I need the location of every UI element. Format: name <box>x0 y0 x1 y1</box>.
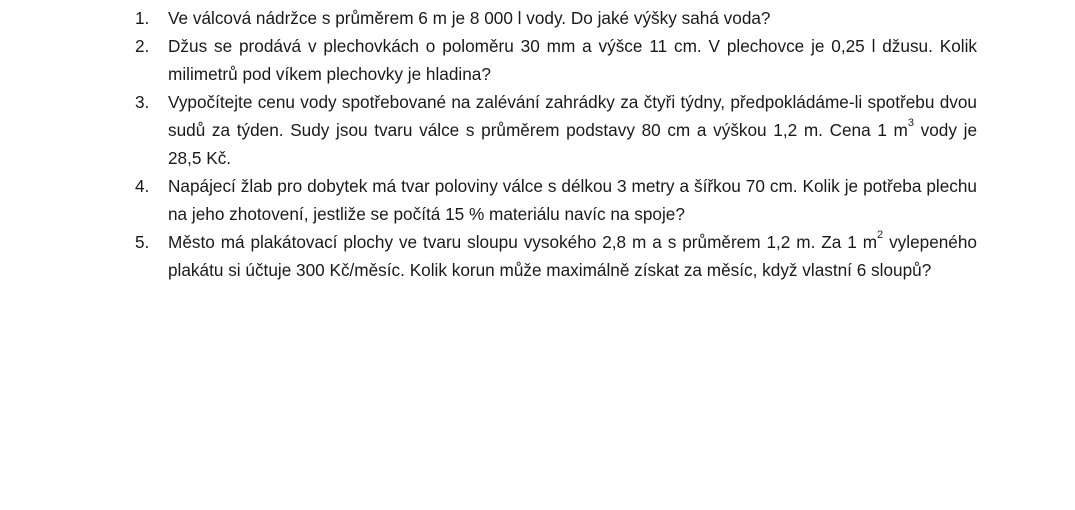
problem-text-segment: Džus se prodává v plechovkách o poloměru 30 mm a výšce 11 cm. V plechovce je 0,25 l džusu. Kolik milimetrů pod víkem plechovky je hladina? <box>168 36 977 84</box>
exponent-superscript: 3 <box>907 117 914 130</box>
problem-text-segment: Město má plakátovací plochy ve tvaru sloupu vysokého 2,8 m a s průměrem 1,2 m. Za 1 m <box>168 232 878 252</box>
exponent-superscript: 2 <box>877 229 884 242</box>
problem-text-segment: Vypočítejte cenu vody spotřebované na zalévání zahrádky za čtyři týdny, předpokládáme-li spotřebu dvou sudů za týden. Sudy jsou tvaru válce s průměrem podstavy 80 cm a výškou 1,2 m. Cena 1 m <box>168 92 977 140</box>
problem-text <box>168 172 977 228</box>
problem-number: 4. <box>135 176 150 196</box>
problem-item-1 <box>135 4 977 32</box>
problem-text <box>168 88 977 172</box>
problem-number: 1. <box>135 8 150 28</box>
problem-text <box>168 32 977 88</box>
problem-text-segment: Napájecí žlab pro dobytek má tvar poloviny válce s délkou 3 metry a šířkou 70 cm. Kolik je potřeba plechu na jeho zhotovení, jestliže se počítá 15 % materiálu navíc na spoje? <box>168 176 977 224</box>
problem-number: 5. <box>135 232 150 252</box>
problem-item-2 <box>135 32 977 88</box>
problem-number: 3. <box>135 92 150 112</box>
problem-item-3 <box>135 88 977 172</box>
problem-item-5 <box>135 228 977 284</box>
problem-item-4 <box>135 172 977 228</box>
problem-text <box>168 228 977 284</box>
problem-number: 2. <box>135 36 150 56</box>
problem-text-segment: vody je 28,5 Kč. <box>168 120 977 168</box>
problem-text-segment: Ve válcová nádržce s průměrem 6 m je 8 000 l vody. Do jaké výšky sahá voda? <box>168 8 771 28</box>
problem-text <box>168 4 977 32</box>
problem-list <box>135 4 977 284</box>
problem-text-segment: vylepeného plakátu si účtuje 300 Kč/měsíc. Kolik korun může maximálně získat za měsíc, když vlastní 6 sloupů? <box>168 232 977 280</box>
